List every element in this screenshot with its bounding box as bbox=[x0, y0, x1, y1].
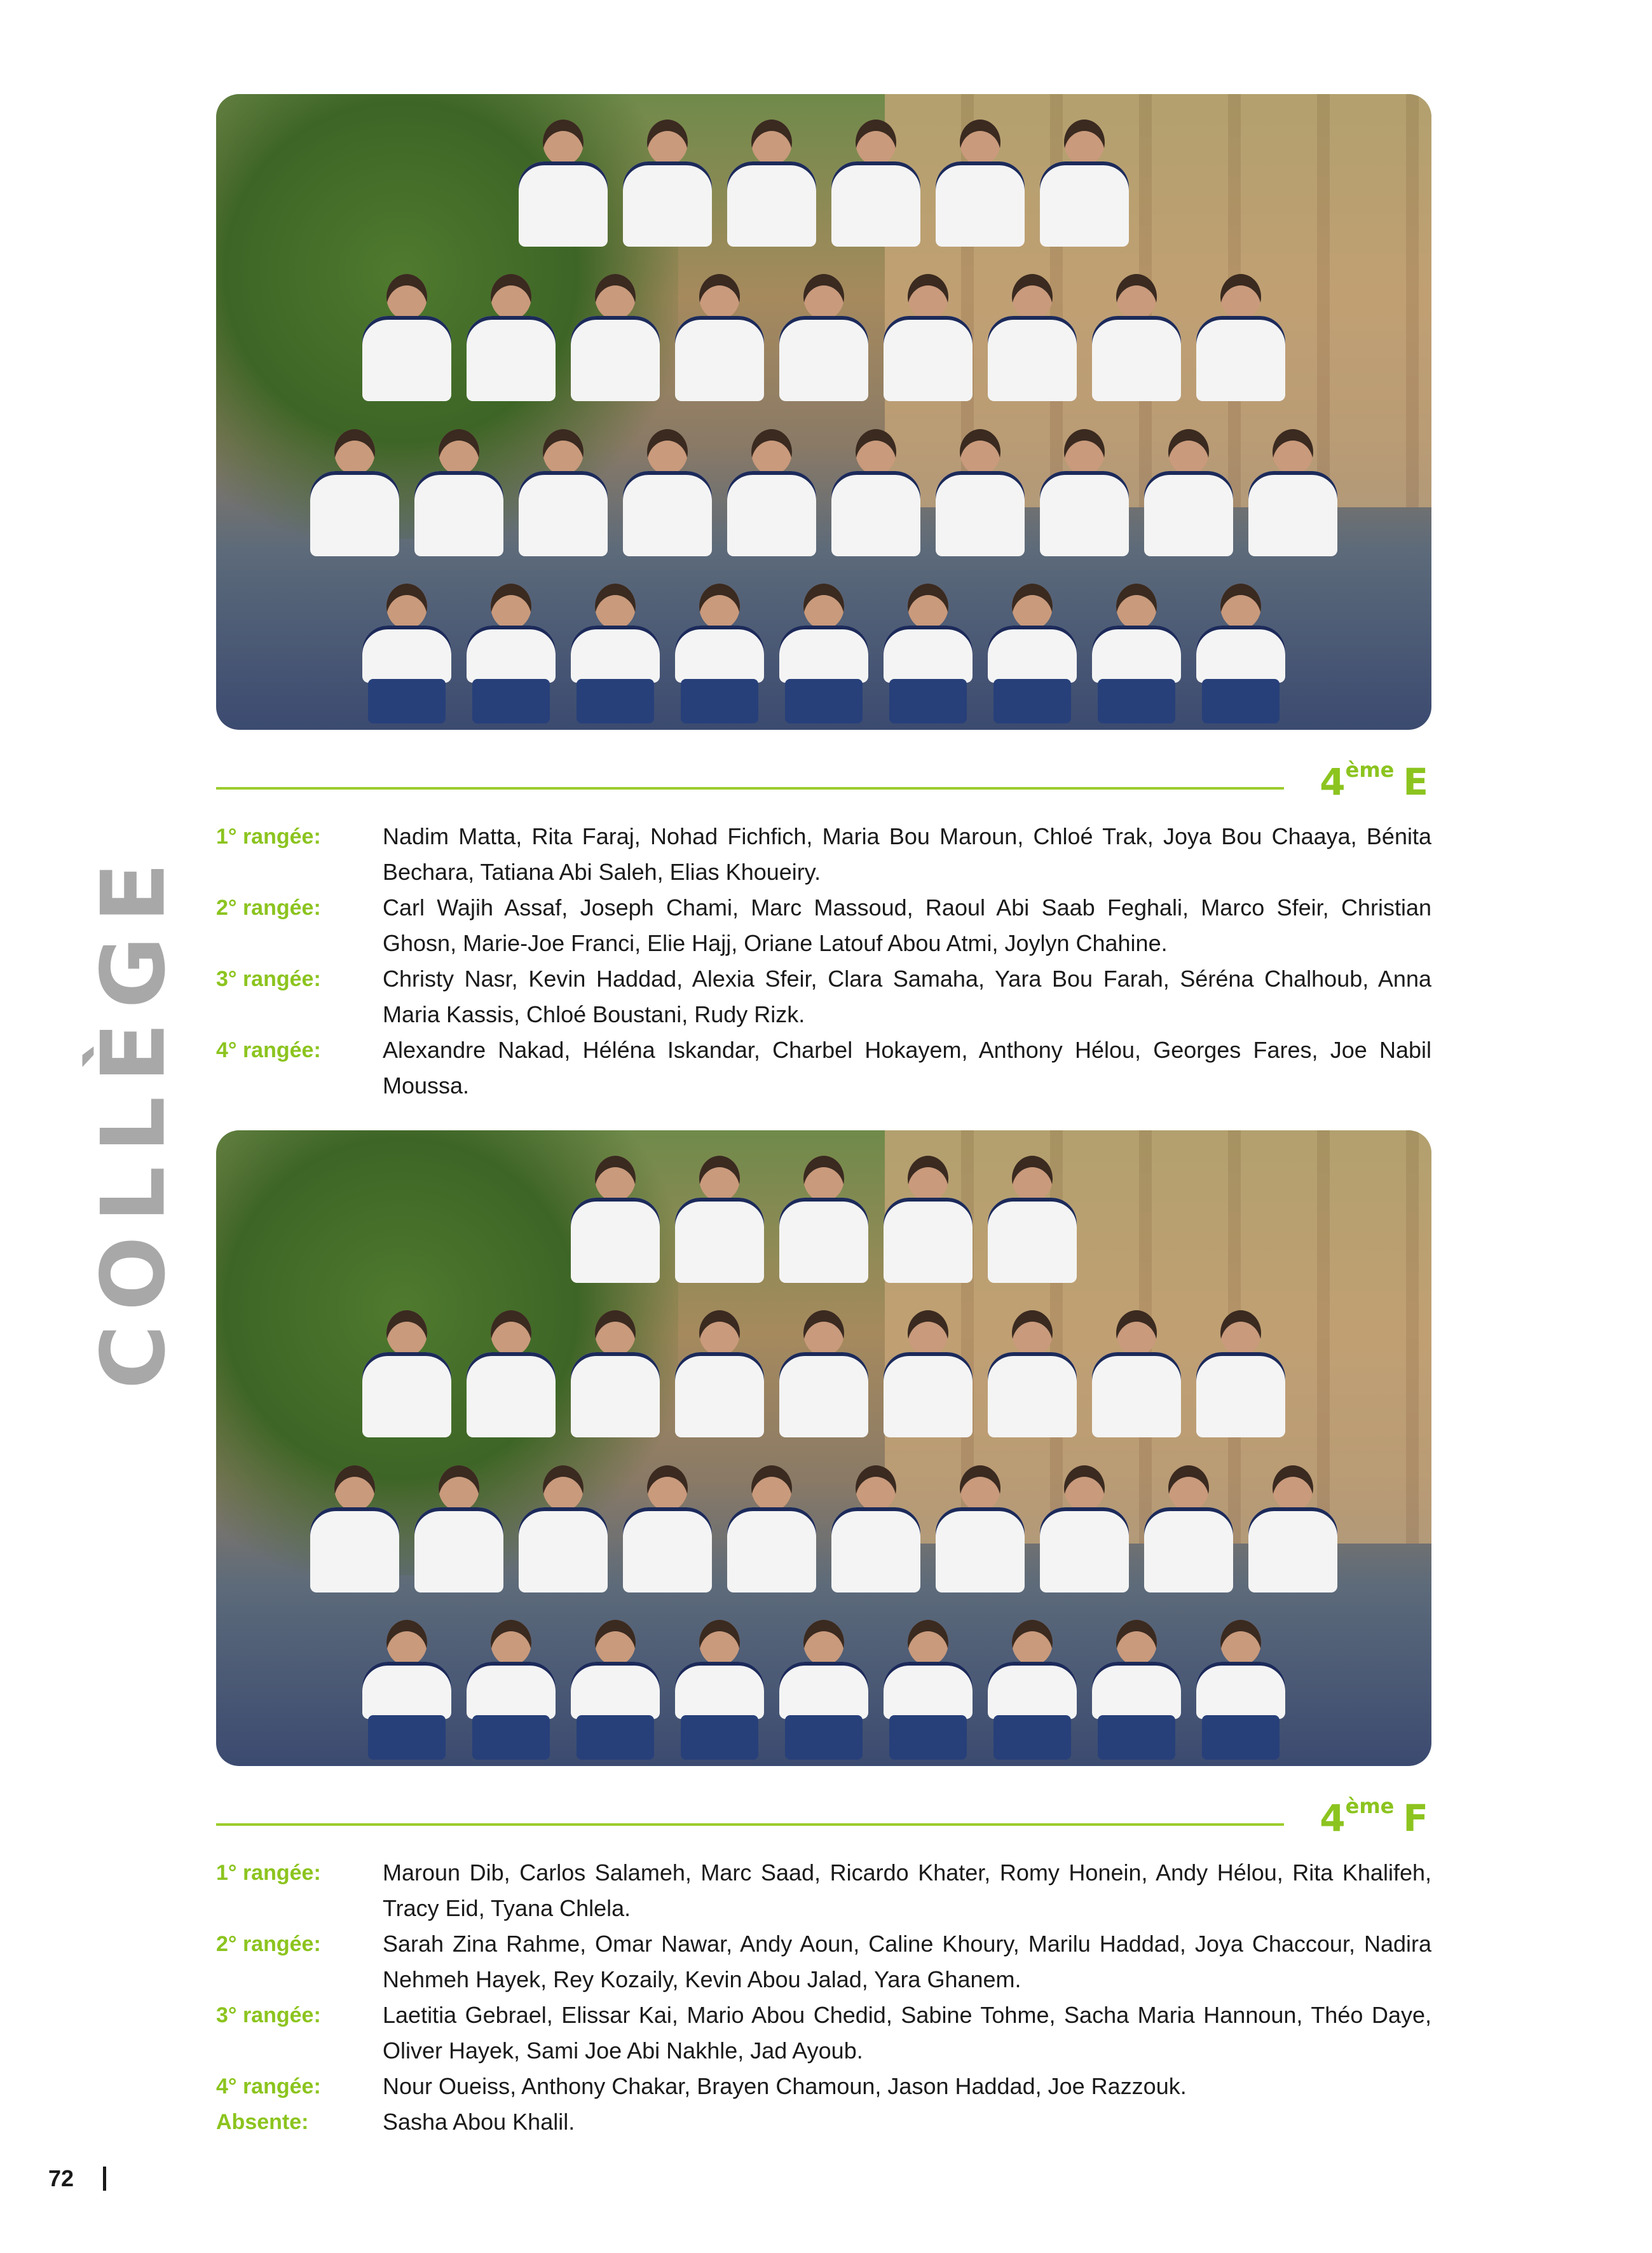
row-names: Sarah Zina Rahme, Omar Nawar, Andy Aoun, Caline Khoury, Marilu Haddad, Joya Chaccour, Nadira Nehmeh Hayek, Rey Kozaily, Kevin Abou Jalad, Yara Ghanem. bbox=[383, 1931, 1431, 1992]
row-label: 3° rangée: bbox=[216, 2003, 321, 2027]
row-names: Laetitia Gebrael, Elissar Kai, Mario Abou Chedid, Sabine Tohme, Sacha Maria Hannoun, Théo Daye, Oliver Hayek, Sami Joe Abi Nakhle, Jad Ayoub. bbox=[383, 2002, 1431, 2064]
side-label-text: COLLÈGE bbox=[82, 848, 185, 1390]
row-label: Absente: bbox=[216, 2110, 309, 2134]
row-label: 2° rangée: bbox=[216, 896, 321, 920]
row-entry bbox=[216, 819, 1431, 890]
page-number-divider bbox=[103, 2167, 106, 2191]
row-entry bbox=[216, 1997, 1431, 2069]
row-entry bbox=[216, 1032, 1431, 1104]
row-label: 2° rangée: bbox=[216, 1932, 321, 1956]
row-label: 1° rangée: bbox=[216, 825, 321, 849]
row-names: Alexandre Nakad, Héléna Iskandar, Charbel Hokayem, Anthony Hélou, Georges Fares, Joe Nabil Moussa. bbox=[383, 1037, 1431, 1099]
class-title-number: 4 bbox=[1320, 760, 1346, 804]
class-photo-4e bbox=[216, 94, 1431, 730]
class-title-number: 4 bbox=[1320, 1797, 1346, 1840]
row-entry bbox=[216, 2104, 1431, 2140]
photo-students bbox=[240, 120, 1407, 711]
row-entry bbox=[216, 961, 1431, 1032]
row-names: Sasha Abou Khalil. bbox=[383, 2109, 575, 2135]
class-title-suffix: ème bbox=[1345, 758, 1395, 782]
row-entry bbox=[216, 2069, 1431, 2104]
name-list-4e bbox=[216, 819, 1431, 1104]
class-title-suffix: ème bbox=[1345, 1794, 1395, 1818]
row-label: 3° rangée: bbox=[216, 967, 321, 991]
row-entry bbox=[216, 1855, 1431, 1926]
class-title-letter: F bbox=[1403, 1797, 1428, 1840]
row-label: 4° rangée: bbox=[216, 2074, 321, 2099]
row-names: Carl Wajih Assaf, Joseph Chami, Marc Massoud, Raoul Abi Saab Feghali, Marco Sfeir, Christian Ghosn, Marie-Joe Franci, Elie Hajj, Oriane Latouf Abou Atmi, Joylyn Chahine. bbox=[383, 894, 1431, 956]
name-list-4f bbox=[216, 1855, 1431, 2140]
photo-students bbox=[240, 1156, 1407, 1747]
section-rule-4e bbox=[216, 787, 1284, 790]
page-number: 72 bbox=[48, 2165, 74, 2191]
section-rule-4f bbox=[216, 1823, 1284, 1826]
class-title-4f bbox=[1320, 1794, 1428, 1840]
class-photo-4f bbox=[216, 1130, 1431, 1766]
row-names: Nour Oueiss, Anthony Chakar, Brayen Chamoun, Jason Haddad, Joe Razzouk. bbox=[383, 2073, 1187, 2099]
row-names: Maroun Dib, Carlos Salameh, Marc Saad, Ricardo Khater, Romy Honein, Andy Hélou, Rita Khalifeh, Tracy Eid, Tyana Chlela. bbox=[383, 1859, 1431, 1921]
row-label: 4° rangée: bbox=[216, 1038, 321, 1062]
row-entry bbox=[216, 890, 1431, 961]
row-label: 1° rangée: bbox=[216, 1861, 321, 1885]
row-entry bbox=[216, 1926, 1431, 1997]
row-names: Nadim Matta, Rita Faraj, Nohad Fichfich, Maria Bou Maroun, Chloé Trak, Joya Bou Chaaya, Bénita Bechara, Tatiana Abi Saleh, Elias Khoueiry. bbox=[383, 823, 1431, 885]
class-title-4e bbox=[1320, 758, 1428, 804]
row-names: Christy Nasr, Kevin Haddad, Alexia Sfeir, Clara Samaha, Yara Bou Farah, Séréna Chalhoub, Anna Maria Kassis, Chloé Boustani, Rudy Rizk. bbox=[383, 966, 1431, 1027]
section-side-label bbox=[82, 848, 185, 1390]
class-title-letter: E bbox=[1403, 760, 1428, 804]
